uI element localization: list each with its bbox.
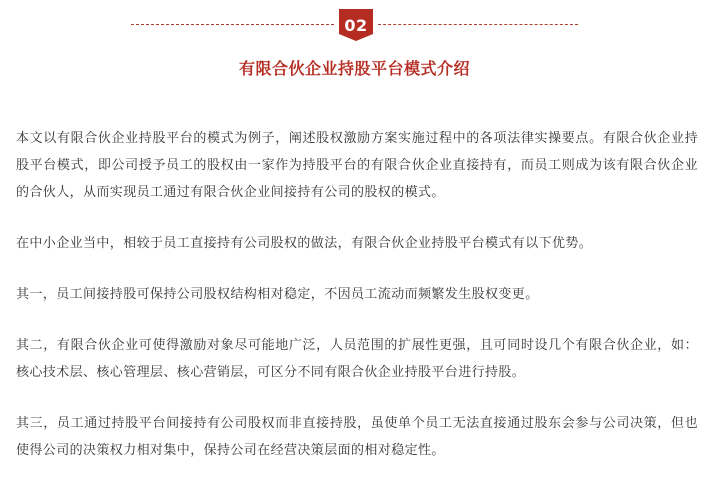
paragraph-intro: 本文以有限合伙企业持股平台的模式为例子，阐述股权激励方案实施过程中的各项法律实操要点。有限合伙企业持股平台模式，即公司授予员工的股权由一家作为持股平台的有限合伙企业直接持有，而员工则成为该有限合伙企业的合伙人，从而实现员工通过有限合伙企业间接持有公司的股权的模式。 <box>16 131 698 200</box>
paragraph-advantages: 在中小企业当中，相较于员工直接持有公司股权的做法，有限合伙企业持股平台模式有以下优势。 <box>16 236 593 251</box>
section-title: 有限合伙企业持股平台模式介绍 <box>238 59 470 78</box>
paragraph-point-2: 其二，有限合伙企业可使得激励对象尽可能地广泛，人员范围的扩展性更强，且可同时设几个有限合伙企业，如：核心技术层、核心管理层、核心营销层，可区分不同有限合伙企业持股平台进行持股。 <box>16 338 698 380</box>
paragraph-point-1: 其一，员工间接持股可保持公司股权结构相对稳定，不因员工流动而频繁发生股权变更。 <box>16 287 539 302</box>
section-number: 02 <box>344 15 368 35</box>
divider-left <box>131 24 334 25</box>
article-body <box>16 125 698 464</box>
divider-right <box>378 24 578 25</box>
paragraph-point-3: 其三，员工通过持股平台间接持有公司股权而非直接持股，虽使单个员工无法直接通过股东会参与公司决策，但也使得公司的决策权力相对集中，保持公司在经营决策层面的相对稳定性。 <box>16 416 698 458</box>
section-header <box>0 8 709 42</box>
section-number-badge <box>337 8 375 42</box>
